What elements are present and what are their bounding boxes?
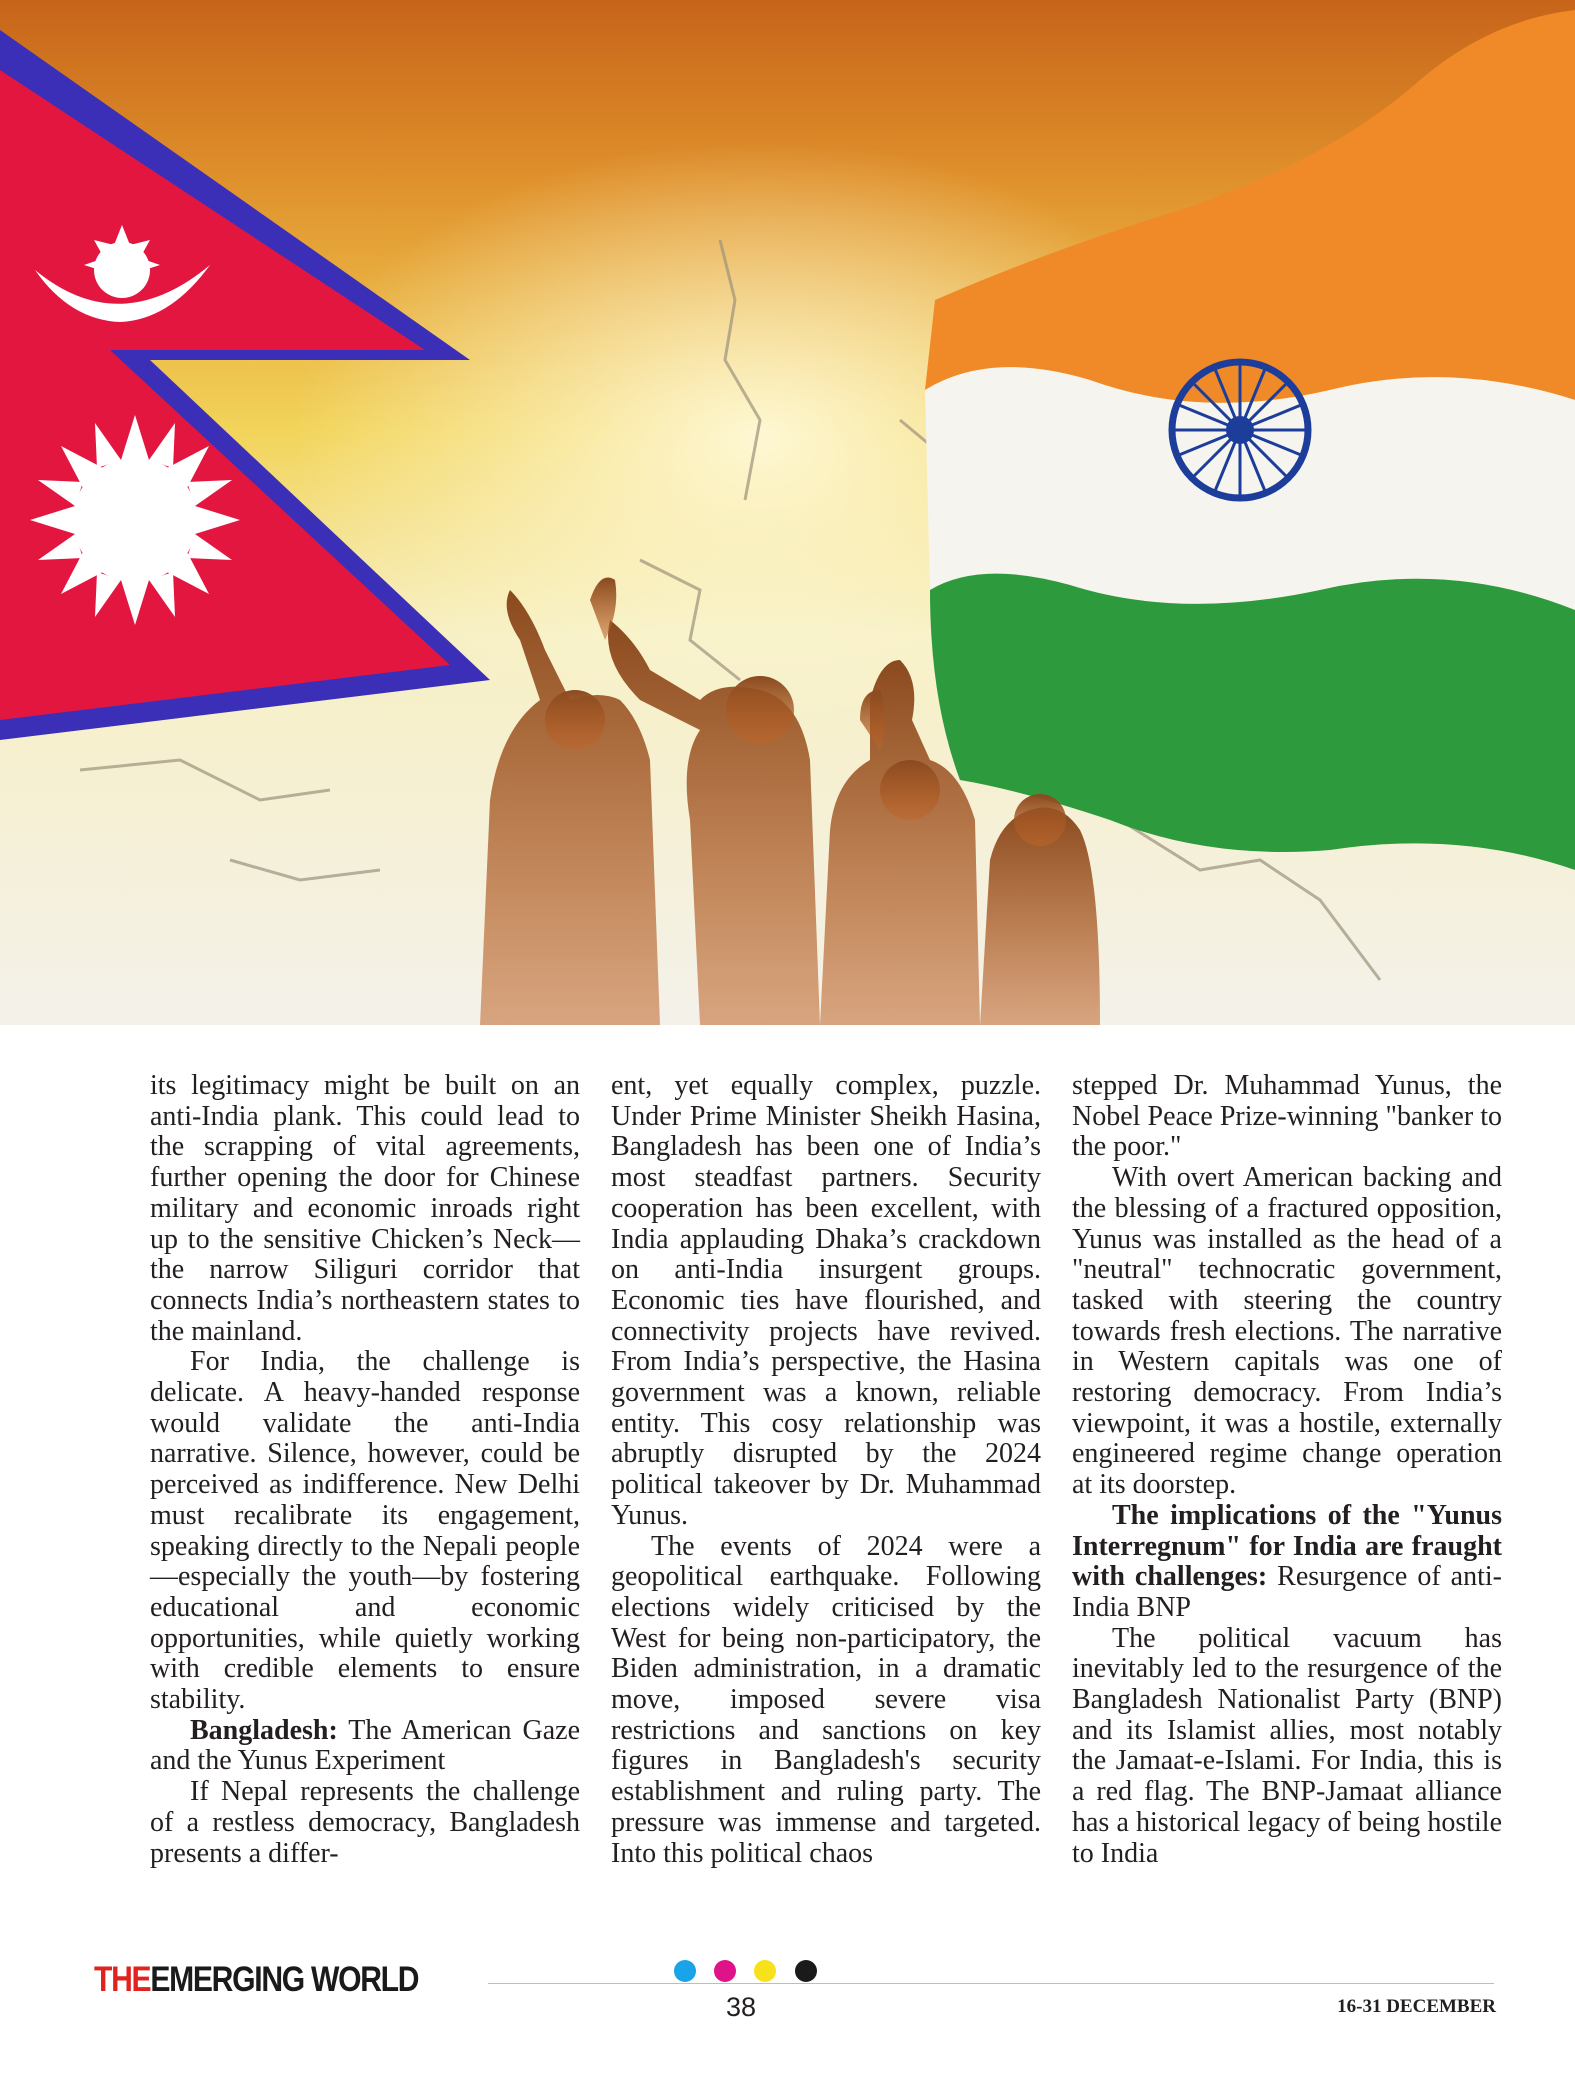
paragraph: If Nepal represents the challenge of a restless democracy, Bangladesh presents a differ- [150,1776,580,1869]
article-column-3 [1072,1071,1502,1869]
footer-rule [488,1983,1494,1984]
flags-illustration [0,0,1575,1025]
logo-the: THE [94,1960,151,1999]
article-column-1 [150,1071,580,1869]
publication-logo [94,1960,418,2000]
subheading-text: Resurgence of anti-India BNP [1072,1561,1502,1623]
subheading-lead: Bangladesh: [190,1714,338,1746]
subheading-text: The American Gaze and the Yunus Experiment [150,1714,580,1777]
page-number: 38 [726,1992,757,2022]
paragraph: ent, yet equally complex, puzzle. Under Prime Minister Sheikh Hasina, Bangladesh has been one of India’s most steadfast partners. Security cooperation has been excellent, with India applauding Dhaka’s crackdown on anti-India insurgent groups. Economic ties have flourished, and connectivity projects have revived. From India’s perspective, the Hasina government was a known, reliable entity. This cosy relationship was abruptly disrupted by the 2024 political takeover by Dr. Muhammad Yunus. [611,1070,1041,1531]
subheading-lead: The implications of the "Yunus Interregnum" for India are fraught with challenges: [1072,1499,1502,1593]
black-dot-icon [795,1960,817,1982]
subheading-paragraph [1072,1501,1502,1624]
paragraph: stepped Dr. Muhammad Yunus, the Nobel Peace Prize-winning "banker to the poor." [1072,1070,1502,1163]
yellow-dot-icon [754,1960,776,1982]
paragraph: With overt American backing and the blessing of a fractured opposition, Yunus was installed as the head of a "neutral" technocratic government, tasked with steering the country towards fresh elections. The narrative in Western capitals was one of restoring democracy. From India’s viewpoint, it was a hostile, externally engineered regime change operation at its doorstep. [1072,1162,1502,1501]
issue-date: 16-31 DECEMBER [1337,1996,1496,2017]
logo-name: EMERGING WORLD [150,1960,419,1999]
magenta-dot-icon [714,1960,736,1982]
hero-image [0,0,1575,1025]
subheading-paragraph [150,1716,580,1777]
paragraph: The events of 2024 were a geopolitical earthquake. Following elections widely criticised by the West for being non-participatory, the Biden administration, in a dramatic move, imposed severe visa restrictions and sanctions on key figures in Bangladesh's security establishment and ruling party. The pressure was immense and targeted. Into this political chaos [611,1530,1041,1869]
article-column-2 [611,1071,1041,1869]
cyan-dot-icon [674,1960,696,1982]
paragraph: The political vacuum has inevitably led to the resurgence of the Bangladesh Nationalist Party (BNP) and its Islamist allies, most notably the Jamaat-e-Islami. For India, this is a red flag. The BNP-Jamaat alliance has a historical legacy of being hostile to India [1072,1622,1502,1869]
page-footer [0,1950,1575,2087]
paragraph: its legitimacy might be built on an anti-India plank. This could lead to the scrapping of vital agreements, further opening the door for Chinese military and economic inroads right up to the sensitive Chicken’s Neck—the narrow Siliguri corridor that connects India’s northeastern states to the mainland. [150,1070,580,1347]
paragraph: For India, the challenge is delicate. A heavy-handed response would validate the anti-India narrative. Silence, however, could be perceived as indifference. New Delhi must recalibrate its engagement, speaking directly to the Nepali people—especially the youth—by fostering educational and economic opportunities, while quietly working with credible elements to ensure stability. [150,1346,580,1716]
